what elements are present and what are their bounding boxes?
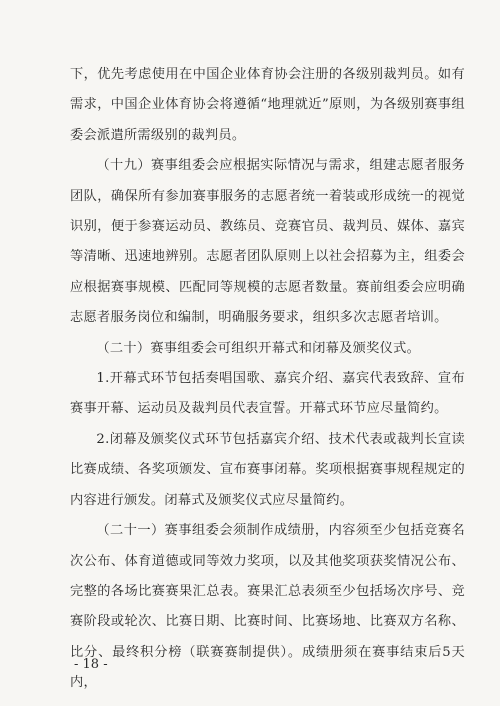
- document-body: [70, 60, 465, 699]
- paragraph-section-19-volunteers: （十九）赛事组委会应根据实际情况与需求，组建志愿者服务团队，确保所有参加赛事服务的志愿者统一着装或形成统一的视觉识别，便于参赛运动员、教练员、竞赛官员、裁判员、媒体、嘉宾等清晰、迅速地辨别。志愿者团队原则上以社会招募为主，组委会应根据赛事规模、匹配同等规模的志愿者数量。赛前组委会应明确志愿者服务岗位和编制，明确服务要求，组织多次志愿者培训。: [70, 158, 465, 326]
- page-number: - 18 -: [74, 657, 108, 672]
- paragraph-section-21-results-book: （二十一）赛事组委会须制作成绩册，内容须至少包括竞赛名次公布、体育道德或同等效力奖项，以及其他奖项获奖情况公布、完整的各场比赛赛果汇总表。赛果汇总表须至少包括场次序号、竞赛阶段或轮次、比赛日期、比赛时间、比赛场地、比赛双方名称、比分、最终积分榜（联赛赛制提供）。成绩册须在赛事结束后5天内，: [70, 523, 465, 691]
- paragraph-opening-ceremony: 1.开幕式环节包括奏唱国歌、嘉宾介绍、嘉宾代表致辞、宣布赛事开幕、运动员及裁判员代表宣誓。开幕式环节应尽量简约。: [70, 371, 465, 417]
- paragraph-closing-ceremony: 2.闭幕及颁奖仪式环节包括嘉宾介绍、技术代表或裁判长宣读比赛成绩、各奖项颁发、宣布赛事闭幕。奖项根据赛事规程规定的内容进行颁发。闭幕式及颁奖仪式应尽量简约。: [70, 431, 465, 508]
- paragraph-referee-continuation: 下，优先考虑使用在中国企业体育协会注册的各级别裁判员。如有需求，中国企业体育协会将遵循“地理就近”原则，为各级别赛事组委会派遣所需级别的裁判员。: [70, 67, 465, 143]
- paragraph-section-20-ceremonies: （二十）赛事组委会可组织开幕式和闭幕及颁奖仪式。: [96, 340, 421, 356]
